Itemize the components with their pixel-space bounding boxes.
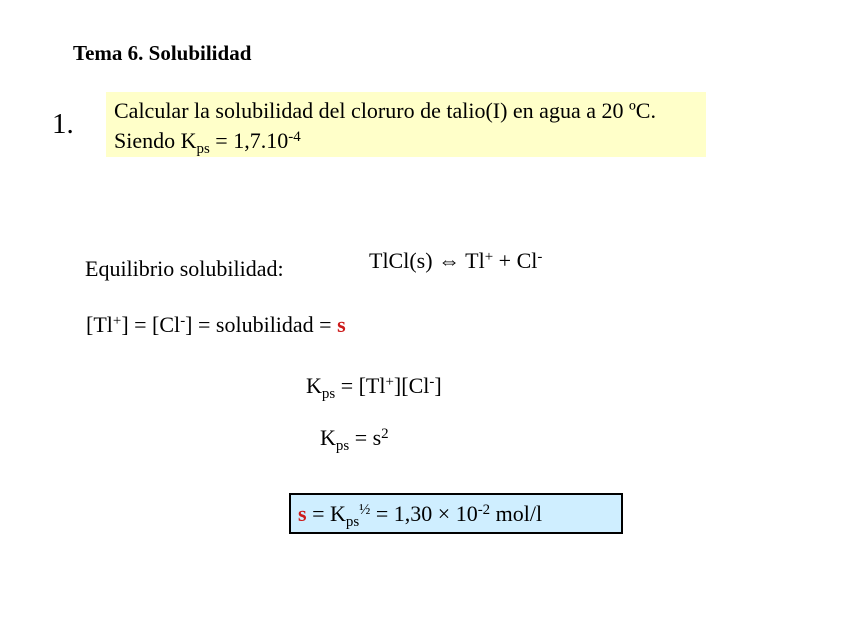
thallium-charge: +	[484, 249, 494, 266]
kps-given-value: = 1,7.10	[209, 128, 289, 153]
kps-given-subscript: ps	[196, 140, 210, 157]
product-chloride: + Cl	[493, 248, 538, 273]
problem-statement-line-1: Calcular la solubilidad del cloruro de talio(I) en agua a 20 ºC.	[114, 98, 656, 123]
equilibrium-label: Equilibrio solubilidad:	[85, 256, 284, 281]
kps-k: K	[306, 373, 322, 398]
chloride-charge: -	[537, 249, 543, 266]
result-equation	[298, 501, 543, 530]
problem-statement-line-2	[114, 128, 301, 157]
result-box	[289, 493, 623, 534]
conc-cl-charge: -	[180, 313, 186, 330]
result-power: ½	[359, 502, 371, 519]
kps-close: ]	[434, 373, 442, 398]
result-symbol: s	[298, 501, 307, 526]
solubility-symbol: s	[337, 312, 346, 337]
kps-expression	[306, 373, 442, 402]
kps2-exponent: 2	[381, 426, 389, 443]
product-thallium: Tl	[460, 248, 485, 273]
problem-statement-box	[106, 92, 706, 157]
kps-given-exponent: -4	[288, 129, 301, 146]
problem-number: 1.	[52, 108, 74, 140]
kps2-k: K	[320, 425, 336, 450]
kps2-s: = s	[349, 425, 382, 450]
concentration-equation	[86, 312, 346, 338]
conc-tl-charge: +	[112, 313, 122, 330]
result-subscript: ps	[345, 513, 360, 530]
result-value: = 1,30 × 10	[370, 501, 478, 526]
kps-cl: ][Cl	[393, 373, 430, 398]
equilibrium-arrow-icon: ⇔	[438, 248, 461, 273]
kps-tl: = [Tl	[335, 373, 386, 398]
result-k: = K	[306, 501, 346, 526]
conc-cl: ] = [Cl	[121, 312, 181, 337]
kps-given-prefix: Siendo K	[114, 128, 197, 153]
equilibrium-reaction	[369, 248, 542, 274]
reactant: TlCl(s)	[369, 248, 439, 273]
kps-subscript: ps	[321, 385, 336, 402]
kps-tl-charge: +	[385, 374, 394, 391]
conc-tl: [Tl	[86, 312, 113, 337]
kps-cl-charge: -	[429, 374, 435, 391]
result-unit: mol/l	[490, 501, 543, 526]
page-title: Tema 6. Solubilidad	[73, 41, 252, 65]
kps-square-equation	[320, 425, 389, 454]
kps2-subscript: ps	[335, 437, 350, 454]
result-exponent: -2	[477, 502, 491, 519]
conc-solubility: ] = solubilidad =	[185, 312, 338, 337]
